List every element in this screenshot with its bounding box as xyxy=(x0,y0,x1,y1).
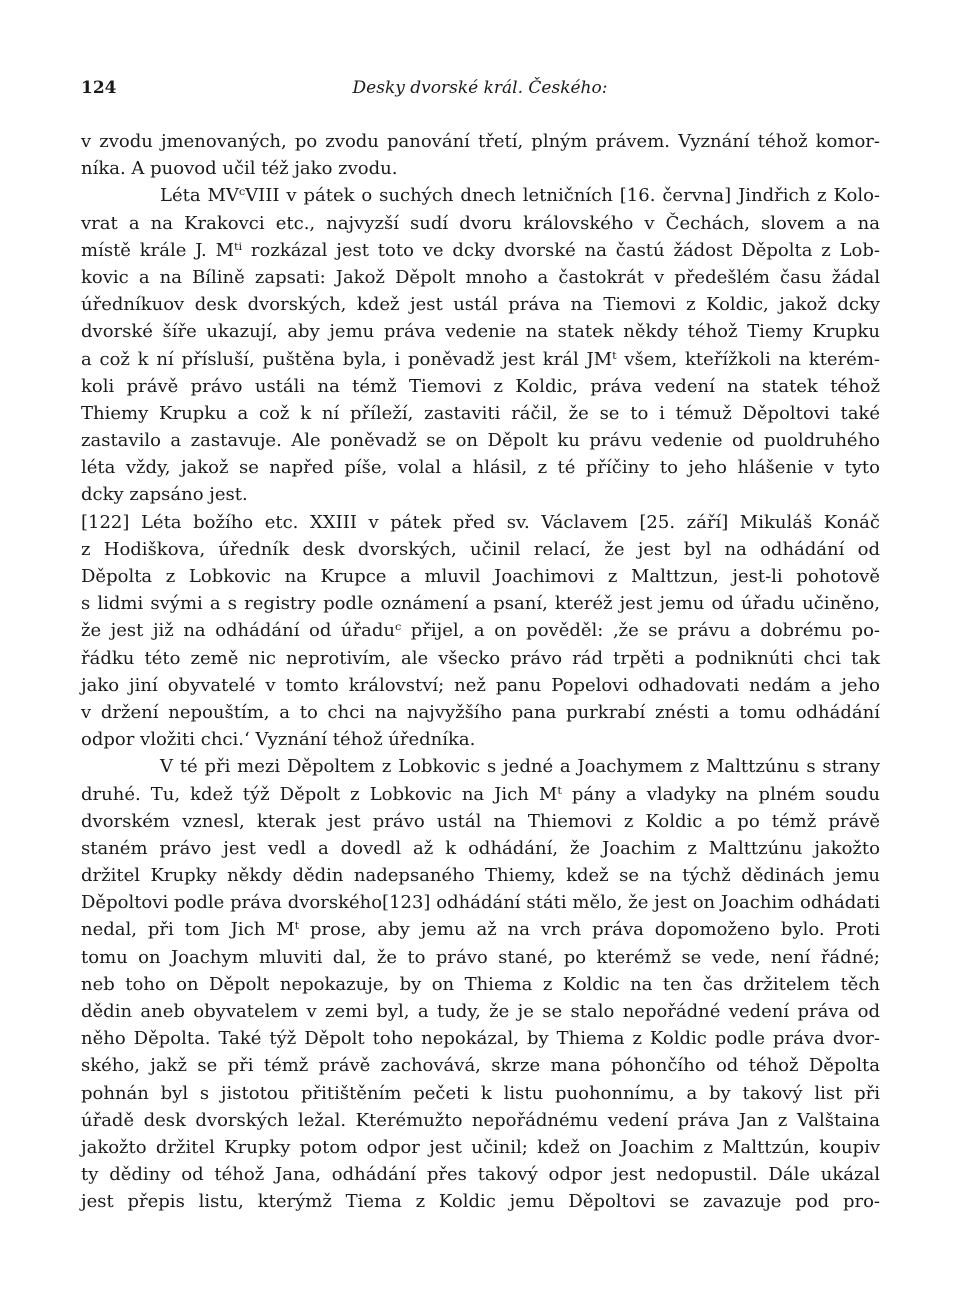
text-line: řádku této země nic neprotivím, ale všecko právo rád trpěti a podniknúti chci tak xyxy=(81,647,880,669)
text-line: kovic a na Bílině zapsati: Jakož Děpolt mnoho a častokrát v předešlém času žádal xyxy=(81,266,880,288)
text-line: dvorském vznesl, kterak jest právo ustál na Thiemovi z Koldic a po témž právě xyxy=(81,810,880,832)
text-line: tomu on Joachym mluviti dal, že to právo stané, po kterémž se vede, není řádné; xyxy=(81,946,880,968)
text-line: vrat a na Krakovci etc., najvyzší sudí dvoru královského v Čechách, slovem a na xyxy=(81,212,880,234)
body-text xyxy=(81,128,880,1216)
text-line: jako jiní obyvatelé v tomto království; než panu Popelovi odhadovati nedám a jeho xyxy=(81,674,880,696)
text-line: úředníkuov desk dvorských, kdež jest ustál práva na Tiemovi z Koldic, jakož dcky xyxy=(81,294,880,316)
text-line: něho Děpolta. Také týž Děpolt toho nepokázal, by Thiema z Koldic podle práva dvor- xyxy=(81,1028,880,1050)
text-line: Thiemy Krupku a což k ní příleží, zastaviti ráčil, že se to i témuž Děpoltovi také xyxy=(81,402,880,424)
text-line: v zvodu jmenovaných, po zvodu panování třetí, plným právem. Vyznání téhož komor- xyxy=(81,131,880,152)
text-line: dcky zapsáno jest. xyxy=(81,484,248,506)
text-line: dědin aneb obyvatelem v zemi byl, a tudy, že je se stalo nepořádné vedení práva od xyxy=(81,1001,880,1022)
text-line: a což k ní přísluší, puštěna byla, i poněvadž jest král JMᵗ všem, kteřížkoli na kterém- xyxy=(81,348,880,370)
text-line: koli právě právo ustáli na témž Tiemovi z Koldic, práva vedení na statek téhož xyxy=(81,375,880,397)
running-title: Desky dvorské král. Českého: xyxy=(352,78,608,98)
page-number: 124 xyxy=(81,78,117,98)
text-line: jakožto držitel Krupky potom odpor jest učinil; kdež on Joachim z Malttzún, koupiv xyxy=(81,1136,880,1158)
text-line: držitel Krupky někdy dědin nadepsaného Thiemy, kdež se na týchž dědinách jemu xyxy=(81,865,880,887)
text-line: úřadě desk dvorských ležal. Kterémužto nepořádnému vedení práva Jan z Valštaina xyxy=(81,1109,880,1131)
text-line: Děpolta z Lobkovic na Krupce a mluvil Joachimovi z Malttzun, jest-li pohotově xyxy=(81,566,880,587)
text-line: místě krále J. Mᵗⁱ rozkázal jest toto ve dcky dvorské na častú žádost Děpolta z Lob- xyxy=(81,239,880,261)
text-line: zastavilo a zastavuje. Ale poněvadž se on Děpolt ku právu vedenie od puoldruhého xyxy=(81,430,880,452)
text-line: dvorské šíře ukazují, aby jemu práva vedenie na statek někdy téhož Tiemy Krupku xyxy=(81,321,880,343)
text-line: ského, jakž se při témž právě zachovává, skrze mana póhončího od téhož Děpolta xyxy=(81,1055,880,1077)
text-line: léta vždy, jakož se napřed píše, volal a hlásil, z té příčiny to jeho hlášenie v tyto xyxy=(81,457,880,479)
text-line: Léta MVᶜVIII v pátek o suchých dnech letničních [16. června] Jindřich z Kolo- xyxy=(160,185,880,207)
text-line: staném právo jest vedl a dovedl až k odhádání, že Joachim z Malttzúnu jakožto xyxy=(81,837,880,859)
text-line: že jest již na odhádání od úřaduᶜ přijel, a on pověděl: ‚že se právu a dobrému po- xyxy=(81,620,880,642)
text-line: v držení nepouštím, a to chci na najvyžšího pana purkrabí znésti a tomu odhádání xyxy=(81,701,880,723)
text-line: níka. A puovod učil též jako zvodu. xyxy=(81,158,398,180)
text-line: z Hodiškova, úředník desk dvorských, učinil relací, že jest byl na odhádání od xyxy=(81,538,880,560)
text-line: s lidmi svými a s registry podle oznámení a psaní, kteréž jest jemu od úřadu učiněno, xyxy=(81,593,880,615)
text-line: neb toho on Děpolt nepokazuje, by on Thiema z Koldic na ten čas držitelem těch xyxy=(81,973,880,995)
text-line: druhé. Tu, kdež týž Děpolt z Lobkovic na Jich Mᵗ pány a vladyky na plném soudu xyxy=(81,783,880,805)
text-line: nedal, při tom Jich Mᵗ prose, aby jemu až na vrch práva dopomoženo bylo. Proti xyxy=(81,919,880,941)
text-line: pohnán byl s jistotou přitištěním pečeti k listu puohonnímu, a by takový list při xyxy=(81,1082,880,1104)
text-line: ty dědiny od téhož Jana, odhádání přes takový odpor jest nedopustil. Dále ukázal xyxy=(81,1164,880,1186)
text-line: odpor vložiti chci.‘ Vyznání téhož úředníka. xyxy=(81,729,476,751)
text-line: jest přepis listu, kterýmž Tiema z Koldic jemu Děpoltovi se zavazuje pod pro- xyxy=(81,1191,880,1213)
text-line: Děpoltovi podle práva dvorského[123] odhádání státi mělo, že jest on Joachim odhádati xyxy=(81,892,880,914)
text-line: [122] Léta božího etc. XXIII v pátek před sv. Václavem [25. září] Mikuláš Konáč xyxy=(81,511,880,533)
page-header xyxy=(81,78,879,104)
text-line: V té při mezi Děpoltem z Lobkovic s jedné a Joachymem z Malttzúnu s strany xyxy=(160,756,880,778)
